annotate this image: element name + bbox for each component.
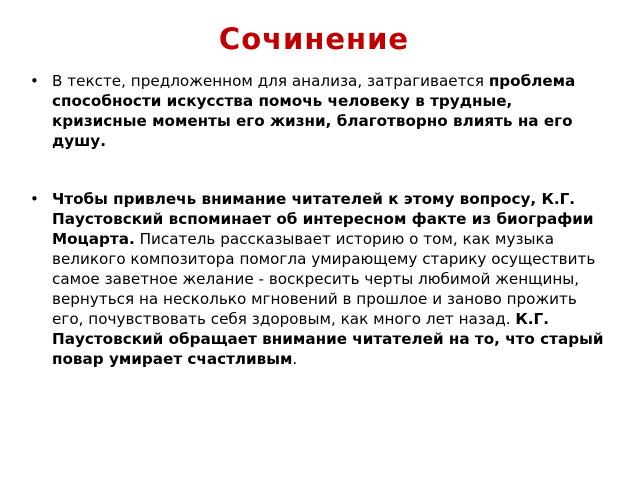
- bullet-text-bold: К.Г. Паустовский обращает внимание читателей на то, что старый повар умирает счастливым: [52, 310, 604, 368]
- bullet-text-bold: Чтобы привлечь внимание читателей к этому вопросу, К.Г. Паустовский вспоминает об интересном факте из биографии Моцарта.: [52, 190, 594, 248]
- bullet-dot-icon: •: [30, 190, 39, 208]
- bullet-text-bold: проблема способности искусства помочь человеку в трудные, кризисные моменты его жизни, благотворно влиять на его душу.: [52, 72, 576, 150]
- bullet-text: Писатель рассказывает историю о том, как музыка великого композитора помогла умирающему старику осуществить самое заветное желание - воскресить черты любимой женщины, вернуться на несколько мгновений в прошлое и заново прожить его, почувствовать себя здоровым, как много лет назад.: [52, 230, 596, 328]
- slide-title: Сочинение: [218, 22, 410, 56]
- bullet-item: [28, 189, 612, 369]
- bullet-item: [28, 71, 612, 151]
- bullet-dot-icon: •: [30, 72, 39, 90]
- bullet-list: [28, 71, 612, 369]
- bullet-text: .: [292, 350, 298, 368]
- bullet-text: В тексте, предложенном для анализа, затрагивается: [52, 72, 489, 90]
